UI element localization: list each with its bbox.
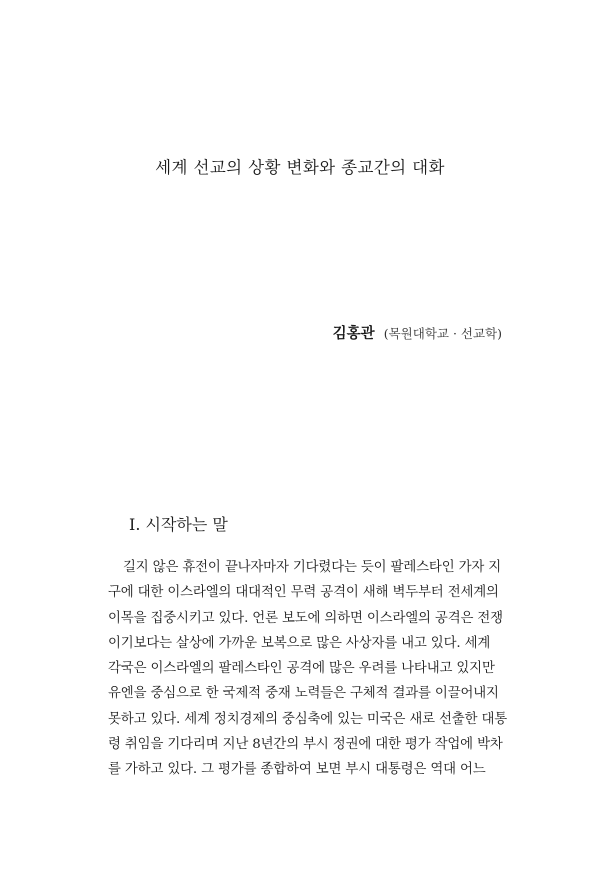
body-line: 각국은 이스라엘의 팔레스타인 공격에 많은 우려를 나타내고 있지만 [108, 661, 495, 677]
author-affiliation: (목원대학교 · 선교학) [383, 326, 502, 341]
author-name: 김홍관 [332, 325, 375, 342]
body-line: 유엔을 중심으로 한 국제적 중재 노력들은 구체적 결과를 이끌어내지 [108, 686, 499, 702]
body-line: 못하고 있다. 세계 정치경제의 중심축에 있는 미국은 새로 선출한 대통 [108, 711, 508, 727]
section-heading: I. 시작하는 말 [129, 515, 228, 534]
article-title: 세계 선교의 상황 변화와 종교간의 대화 [155, 158, 445, 177]
body-paragraph [108, 555, 508, 783]
body-line: 령 취임을 기다리며 지난 8년간의 부시 정권에 대한 평가 작업에 박차 [108, 737, 503, 753]
body-line: 길지 않은 휴전이 끝나자마자 기다렸다는 듯이 팔레스타인 가자 지 [123, 560, 502, 575]
author-line [333, 322, 502, 343]
body-line: 를 가하고 있다. 그 평가를 종합하여 보면 부시 대통령은 역대 어느 [108, 762, 486, 778]
body-line: 이기보다는 살상에 가까운 보복으로 많은 사상자를 내고 있다. 세계 [108, 635, 491, 651]
body-line: 이목을 집중시키고 있다. 언론 보도에 의하면 이스라엘의 공격은 전쟁 [108, 610, 503, 626]
body-line: 구에 대한 이스라엘의 대대적인 무력 공격이 새해 벽두부터 전세계의 [108, 585, 499, 601]
